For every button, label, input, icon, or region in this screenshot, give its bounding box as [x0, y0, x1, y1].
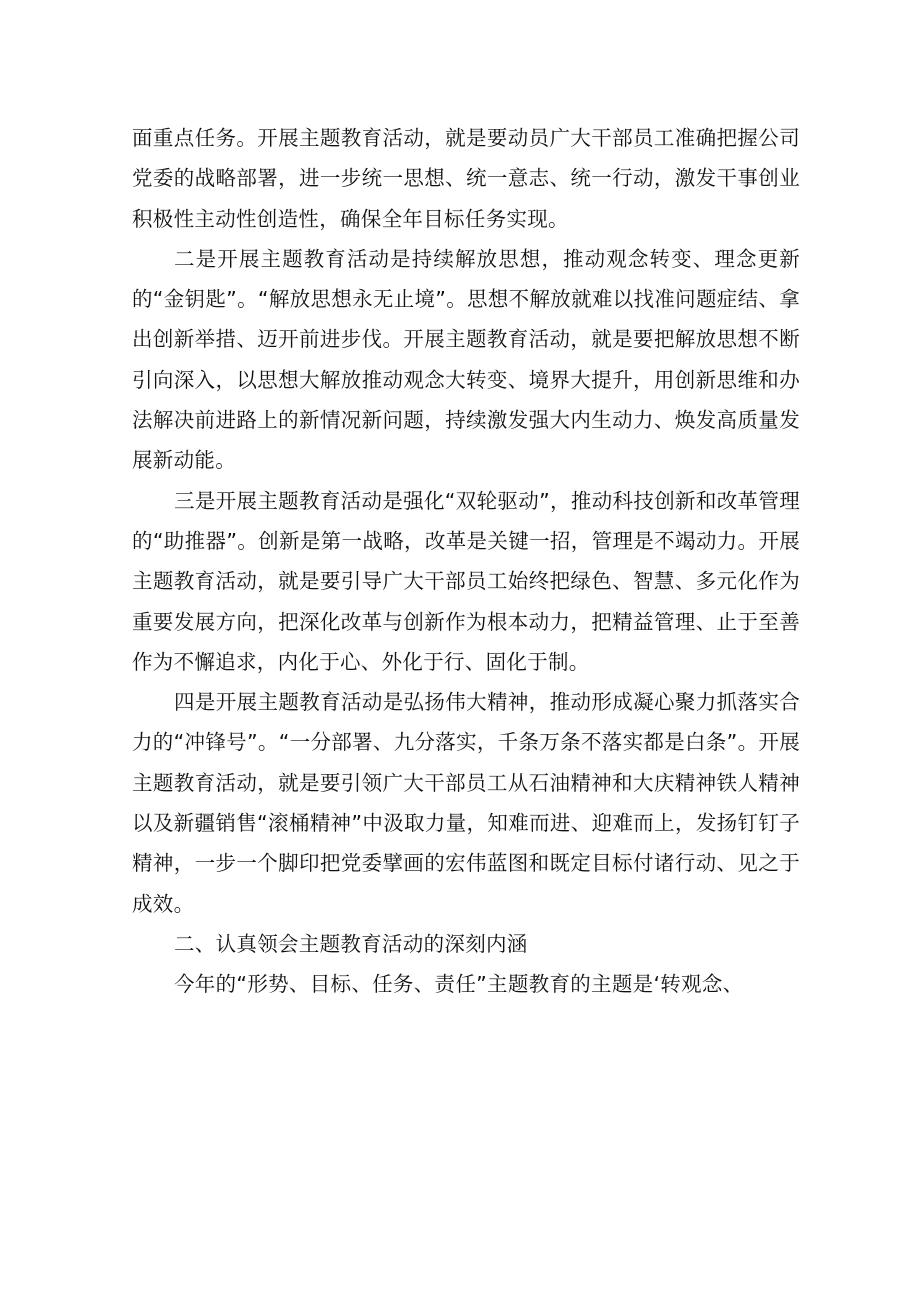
paragraph-final: 今年的“形势、目标、任务、责任”主题教育的主题是‘转观念、: [174, 972, 744, 997]
section-heading: 二、认真领会主题教育活动的深刻内涵: [174, 931, 528, 956]
document-body: [132, 118, 800, 1005]
paragraph-point-two: 二是开展主题教育活动是持续解放思想，推动观念转变、理念更新的“金钥匙”。“解放思想永无止境”。思想不解放就难以找准问题症结、拿出创新举措、迈开前进步伐。开展主题教育活动，就是要把解放思想不断引向深入，以思想大解放推动观念大转变、境界大提升，用创新思维和办法解决前进路上的新情况新问题，持续激发强大内生动力、焕发高质量发展新动能。: [132, 246, 800, 473]
paragraph-continued: 面重点任务。开展主题教育活动，就是要动员广大干部员工准确把握公司党委的战略部署，进一步统一思想、统一意志、统一行动，激发干事创业积极性主动性创造性，确保全年目标任务实现。: [132, 126, 800, 231]
paragraph-point-four: 四是开展主题教育活动是弘扬伟大精神，推动形成凝心聚力抓落实合力的“冲锋号”。“一分部署、九分落实，千条万条不落实都是白条”。开展主题教育活动，就是要引领广大干部员工从石油精神和大庆精神铁人精神以及新疆销售“滚桶精神”中汲取力量，知难而进、迎难而上，发扬钉钉子精神，一步一个脚印把党委擘画的宏伟蓝图和既定目标付诸行动、见之于成效。: [132, 690, 800, 916]
paragraph-point-three: 三是开展主题教育活动是强化“双轮驱动”，推动科技创新和改革管理的“助推器”。创新是第一战略，改革是关键一招，管理是不竭动力。开展主题教育活动，就是要引导广大干部员工始终把绿色、智慧、多元化作为重要发展方向，把深化改革与创新作为根本动力，把精益管理、止于至善作为不懈追求，内化于心、外化于行、固化于制。: [132, 488, 800, 674]
